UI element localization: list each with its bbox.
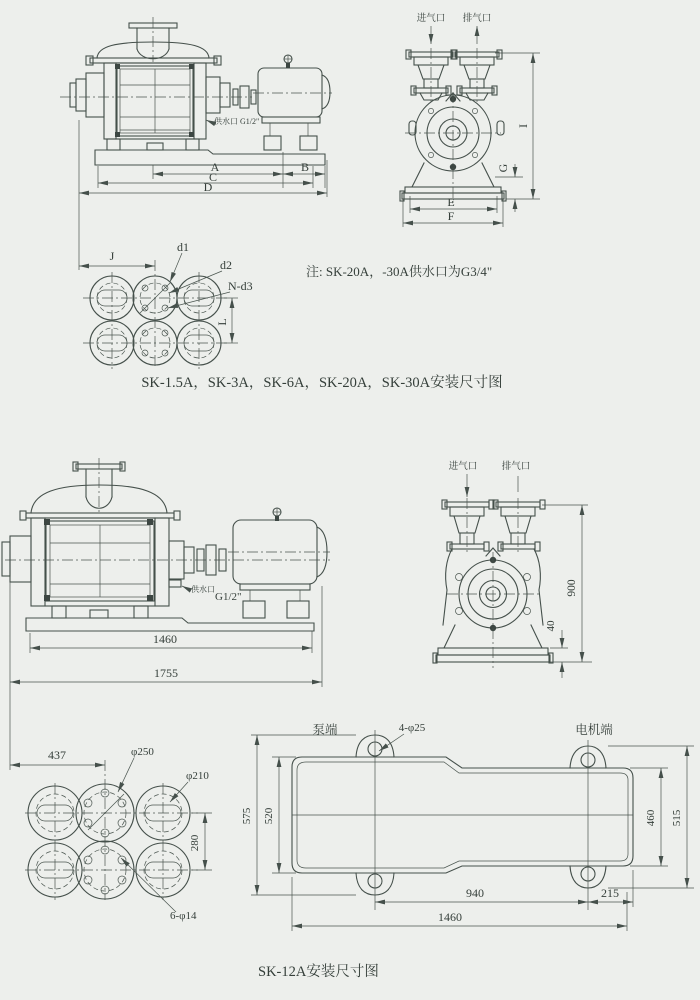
dim-label-F: F (447, 209, 455, 223)
dim-460: 460 (645, 809, 657, 827)
dim-label-B: B (300, 160, 310, 174)
fig2-caption: SK-12A安装尺寸图 (258, 964, 379, 980)
fig2-water-port-size: G1/2" (215, 591, 242, 603)
fig2-foundation-view (10, 746, 212, 922)
dim-label-G: G (496, 163, 510, 173)
fig1-inlet-label: 进气口 (416, 14, 446, 24)
fig1-note: 注: SK-20A，-30A供水口为G3/4" (306, 264, 493, 279)
fig1-side-view (60, 17, 332, 270)
dim-label-D: D (203, 180, 213, 194)
dim-515: 515 (671, 809, 683, 827)
dim-label-d1: d1 (177, 240, 189, 254)
fig2-outlet-label: 排气口 (501, 462, 531, 472)
dim-label-I: I (516, 124, 530, 128)
dim-215: 215 (601, 886, 619, 900)
dim-1460-base: 1460 (438, 910, 462, 924)
dim-label-Nd3: N-d3 (228, 279, 253, 293)
fig2-inlet-label: 进气口 (448, 462, 478, 472)
dim-label-E: E (447, 195, 455, 209)
fig1-foundation-view (79, 240, 253, 369)
dim-520: 520 (263, 807, 275, 825)
fig2-base-plate-view (241, 722, 694, 931)
dim-dia210: φ210 (186, 770, 209, 782)
dim-40: 40 (545, 620, 557, 632)
dim-437: 437 (48, 748, 66, 762)
dim-label-J: J (109, 249, 115, 263)
fig2-water-port-label: 供水口 (191, 585, 215, 594)
dim-4-dia25: 4-φ25 (398, 722, 426, 734)
fig1-caption: SK-1.5A，SK-3A，SK-6A，SK-20A，SK-30A安装尺寸图 (141, 375, 503, 391)
motor-end-label: 电机端 (575, 723, 613, 737)
dim-label-C: C (208, 170, 218, 184)
dim-label-d2: d2 (220, 258, 232, 272)
fig1-water-port-label: 供水口 G1/2" (214, 117, 260, 126)
dim-label-A: A (210, 160, 220, 174)
dim-280: 280 (189, 834, 201, 852)
dim-1460-side: 1460 (153, 632, 177, 646)
dim-6-dia14: 6-φ14 (170, 910, 197, 922)
dim-1755: 1755 (154, 666, 178, 680)
dim-label-L: L (215, 318, 229, 326)
fig1-front-view (400, 12, 540, 227)
dim-940: 940 (466, 886, 484, 900)
dim-dia250: φ250 (131, 746, 154, 758)
dim-575: 575 (241, 807, 253, 825)
dim-900: 900 (566, 579, 578, 597)
fig2-front-view (433, 460, 592, 678)
fig2-side-view (2, 458, 330, 770)
pump-end-label: 泵端 (312, 723, 338, 737)
fig1-outlet-label: 排气口 (462, 14, 492, 24)
